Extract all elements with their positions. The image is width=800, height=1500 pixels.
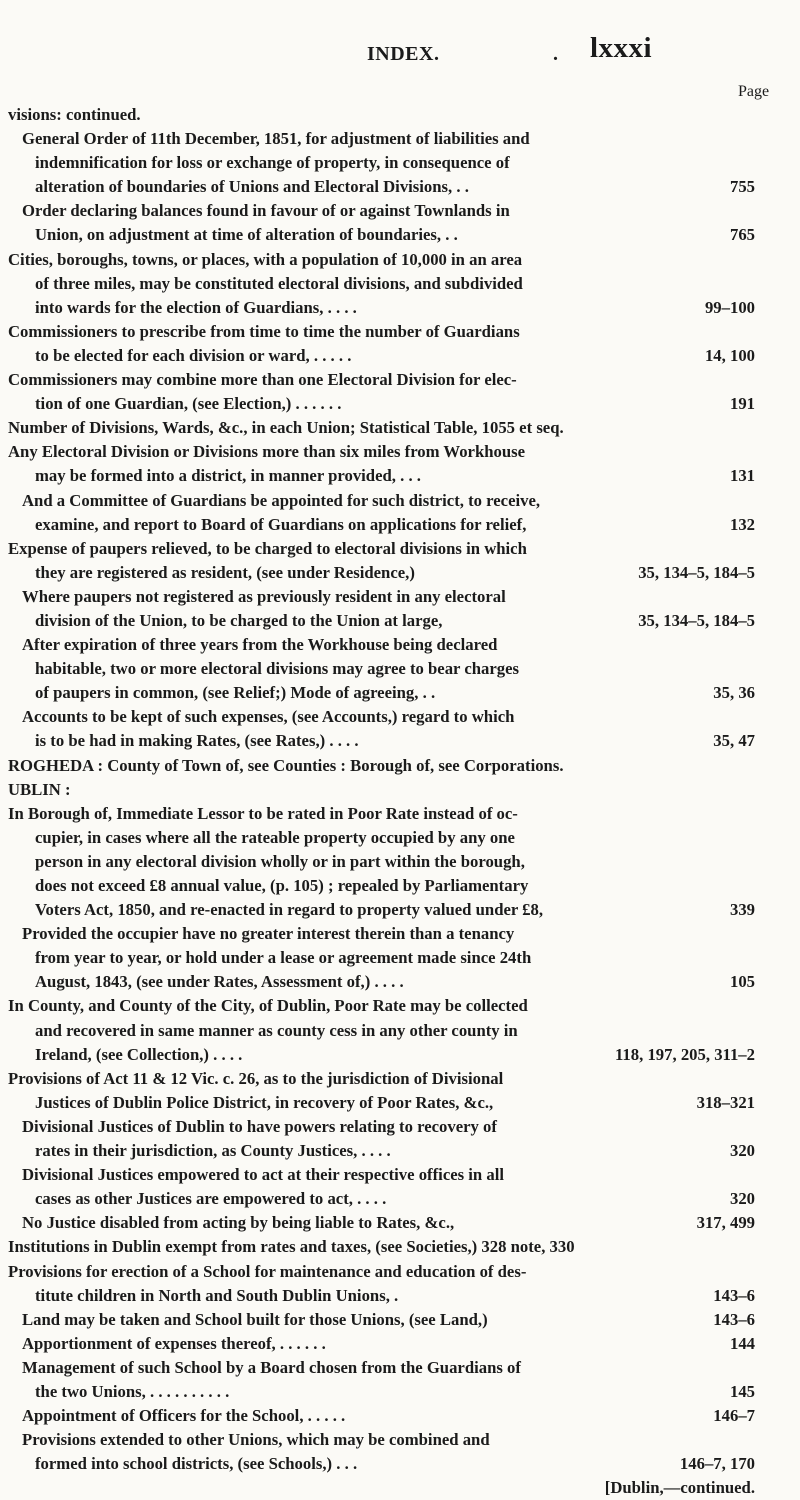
index-line xyxy=(0,272,800,296)
index-line-text: Provisions extended to other Unions, which may be combined and xyxy=(22,1430,490,1450)
index-line xyxy=(0,1404,800,1428)
index-line xyxy=(0,874,800,898)
index-line xyxy=(0,1019,800,1043)
index-line xyxy=(0,1332,800,1356)
index-line-text: and recovered in same manner as county cess in any other county in xyxy=(35,1020,518,1040)
index-line xyxy=(0,1308,800,1332)
index-line xyxy=(0,778,800,802)
index-line-text: Accounts to be kept of such expenses, (see Accounts,) regard to which xyxy=(22,707,515,727)
page-reference: 35, 134–5, 184–5 xyxy=(638,562,755,582)
index-line-text: may be formed into a district, in manner provided, . . . xyxy=(35,466,421,486)
index-line xyxy=(0,223,800,247)
index-line-text: Appointment of Officers for the School, . . . . . xyxy=(22,1406,346,1426)
index-line xyxy=(0,802,800,826)
index-line-text: Institutions in Dublin exempt from rates and taxes, (see Societies,) 328 note, 330 xyxy=(8,1237,575,1257)
index-line xyxy=(0,103,800,127)
index-line-text: In County, and County of the City, of Dublin, Poor Rate may be collected xyxy=(8,996,528,1016)
index-line-text: Provided the occupier have no greater interest therein than a tenancy xyxy=(22,924,515,944)
page-reference: 131 xyxy=(729,466,755,486)
index-line-text: from year to year, or hold under a lease or agreement made since 24th xyxy=(35,948,532,968)
index-line xyxy=(0,151,800,175)
index-line xyxy=(0,489,800,513)
index-line-text: alteration of boundaries of Unions and Electoral Divisions, . . xyxy=(35,177,469,197)
index-line xyxy=(0,609,800,633)
index-line xyxy=(0,513,800,537)
page-reference: [Dublin,—continued. xyxy=(604,1478,755,1498)
page-reference: 143–6 xyxy=(713,1285,755,1305)
page-numeral: lxxxi xyxy=(590,32,653,64)
page-reference: 765 xyxy=(729,225,755,245)
index-line xyxy=(0,585,800,609)
page-reference: 318–321 xyxy=(696,1092,755,1112)
page-reference: 320 xyxy=(729,1141,755,1161)
index-line xyxy=(0,440,800,464)
index-line xyxy=(0,729,800,753)
header-separator: . xyxy=(553,43,559,65)
index-line-text: And a Committee of Guardians be appointed for such district, to receive, xyxy=(22,490,541,510)
index-line xyxy=(0,850,800,874)
index-line-text: into wards for the election of Guardians, . . . . xyxy=(35,297,357,317)
index-line-text: Voters Act, 1850, and re-enacted in regard to property valued under £8, xyxy=(35,900,544,920)
index-line-text: examine, and report to Board of Guardians on applications for relief, xyxy=(35,514,527,534)
index-line-text: Divisional Justices empowered to act at their respective offices in all xyxy=(22,1165,504,1185)
index-line-text: Commissioners to prescribe from time to time the number of Guardians xyxy=(8,321,520,341)
index-line-text: to be elected for each division or ward, . . . . . xyxy=(35,345,352,365)
page-reference: 143–6 xyxy=(713,1309,755,1329)
page-reference: 132 xyxy=(729,514,755,534)
index-line xyxy=(0,898,800,922)
index-line-text: Justices of Dublin Police District, in recovery of Poor Rates, &c., xyxy=(35,1092,494,1112)
index-line xyxy=(0,1043,800,1067)
index-line-text: of three miles, may be constituted electoral divisions, and subdivided xyxy=(35,273,523,293)
index-line xyxy=(0,826,800,850)
index-line-text: Cities, boroughs, towns, or places, with a population of 10,000 in an area xyxy=(8,249,523,269)
index-line xyxy=(0,1139,800,1163)
index-line-text: In Borough of, Immediate Lessor to be rated in Poor Rate instead of oc- xyxy=(8,803,518,823)
page-reference: 191 xyxy=(729,394,755,414)
index-line xyxy=(0,1115,800,1139)
index-line xyxy=(0,392,800,416)
running-header xyxy=(0,32,800,72)
index-line xyxy=(0,368,800,392)
index-line xyxy=(0,754,800,778)
index-line-text: Divisional Justices of Dublin to have powers relating to recovery of xyxy=(22,1116,497,1136)
page-reference: 317, 499 xyxy=(696,1213,755,1233)
index-line-text: titute children in North and South Dublin Unions, . xyxy=(35,1285,399,1305)
page-column-label: Page xyxy=(738,83,770,100)
page-reference: 144 xyxy=(729,1333,755,1353)
page-reference: 99–100 xyxy=(704,297,755,317)
index-line xyxy=(0,1428,800,1452)
index-line-text: Order declaring balances found in favour of or against Townlands in xyxy=(22,201,510,221)
index-line xyxy=(0,248,800,272)
index-line xyxy=(0,994,800,1018)
index-line xyxy=(0,1067,800,1091)
header-title: INDEX. xyxy=(367,43,440,65)
index-line xyxy=(0,537,800,561)
index-line xyxy=(0,175,800,199)
index-line xyxy=(0,970,800,994)
index-line-text: rates in their jurisdiction, as County Justices, . . . . xyxy=(35,1141,391,1161)
index-entries xyxy=(0,103,800,1500)
page-reference: 146–7 xyxy=(713,1406,755,1426)
index-line-text: visions: continued. xyxy=(8,105,141,124)
index-line-text: they are registered as resident, (see under Residence,) xyxy=(35,562,415,582)
index-line xyxy=(0,344,800,368)
index-line-text: the two Unions, . . . . . . . . . . xyxy=(35,1381,230,1401)
page-reference: 118, 197, 205, 311–2 xyxy=(614,1044,755,1064)
index-line xyxy=(0,633,800,657)
index-line xyxy=(0,1284,800,1308)
index-line-text: habitable, two or more electoral divisions may agree to bear charges xyxy=(35,659,520,679)
index-line xyxy=(0,1163,800,1187)
page-reference: 145 xyxy=(729,1381,755,1401)
index-line xyxy=(0,705,800,729)
index-line-text: tion of one Guardian, (see Election,) . . . . . . xyxy=(35,394,342,414)
index-line-text: Management of such School by a Board chosen from the Guardians of xyxy=(22,1357,521,1377)
page-reference: 755 xyxy=(729,177,755,197)
page-reference: 339 xyxy=(729,900,755,920)
index-line xyxy=(0,657,800,681)
index-line-text: Expense of paupers relieved, to be charged to electoral divisions in which xyxy=(8,538,527,558)
index-line-text: formed into school districts, (see Schools,) . . . xyxy=(35,1454,358,1474)
index-line xyxy=(0,1091,800,1115)
index-line-text: August, 1843, (see under Rates, Assessment of,) . . . . xyxy=(35,972,404,992)
index-line-text: person in any electoral division wholly or in part within the borough, xyxy=(35,851,525,871)
page-reference: 35, 47 xyxy=(713,731,755,751)
page-reference: 14, 100 xyxy=(704,345,755,365)
index-line xyxy=(0,681,800,705)
index-line-text: Number of Divisions, Wards, &c., in each Union; Statistical Table, 1055 et seq. xyxy=(8,418,564,438)
index-line xyxy=(0,1235,800,1259)
index-line-text: After expiration of three years from the Workhouse being declared xyxy=(22,635,498,655)
index-line-text: Union, on adjustment at time of alteration of boundaries, . . xyxy=(35,225,458,245)
index-line xyxy=(0,946,800,970)
index-line xyxy=(0,1260,800,1284)
index-line-text: Apportionment of expenses thereof, . . . . . . xyxy=(22,1333,326,1353)
index-line-text: Land may be taken and School built for those Unions, (see Land,) xyxy=(22,1309,488,1329)
index-line-text: division of the Union, to be charged to the Union at large, xyxy=(35,610,443,630)
index-line xyxy=(0,416,800,440)
index-line-text: cupier, in cases where all the rateable property occupied by any one xyxy=(35,827,515,847)
index-line-text: Ireland, (see Collection,) . . . . xyxy=(35,1044,243,1064)
index-line xyxy=(0,1211,800,1235)
index-line-text: cases as other Justices are empowered to act, . . . . xyxy=(35,1189,387,1209)
index-line xyxy=(0,296,800,320)
index-line-text: UBLIN : xyxy=(8,779,71,799)
index-line-text: indemnification for loss or exchange of property, in consequence of xyxy=(35,153,510,173)
index-line xyxy=(0,1476,800,1500)
index-line-text: does not exceed £8 annual value, (p. 105) ; repealed by Parliamentary xyxy=(35,876,529,895)
index-line-text: No Justice disabled from acting by being liable to Rates, &c., xyxy=(22,1213,455,1233)
index-line xyxy=(0,1452,800,1476)
index-line-text: Where paupers not registered as previously resident in any electoral xyxy=(22,586,506,606)
index-line-text: Provisions for erection of a School for maintenance and education of des- xyxy=(8,1261,527,1281)
page-reference: 35, 134–5, 184–5 xyxy=(638,610,755,630)
index-line-text: General Order of 11th December, 1851, for adjustment of liabilities and xyxy=(22,129,530,149)
index-line-text: Provisions of Act 11 & 12 Vic. c. 26, as to the jurisdiction of Divisional xyxy=(8,1068,504,1088)
index-line-text: Commissioners may combine more than one Electoral Division for elec- xyxy=(8,370,517,390)
index-line xyxy=(0,320,800,344)
index-line xyxy=(0,1356,800,1380)
index-line-text: of paupers in common, (see Relief;) Mode of agreeing, . . xyxy=(35,683,436,703)
index-line-text: Any Electoral Division or Divisions more than six miles from Workhouse xyxy=(8,442,526,462)
index-line-text: is to be had in making Rates, (see Rates,) . . . . xyxy=(35,731,359,751)
page-reference: 105 xyxy=(729,972,755,992)
index-line xyxy=(0,922,800,946)
index-line xyxy=(0,1187,800,1211)
page-reference: 320 xyxy=(729,1189,755,1209)
page-reference: 146–7, 170 xyxy=(679,1454,755,1474)
index-line xyxy=(0,1380,800,1404)
index-line-text: ROGHEDA : County of Town of, see Counties : Borough of, see Corporations. xyxy=(8,755,564,775)
page-reference: 35, 36 xyxy=(713,683,755,703)
index-line xyxy=(0,127,800,151)
index-line xyxy=(0,199,800,223)
index-line xyxy=(0,561,800,585)
index-line xyxy=(0,464,800,488)
